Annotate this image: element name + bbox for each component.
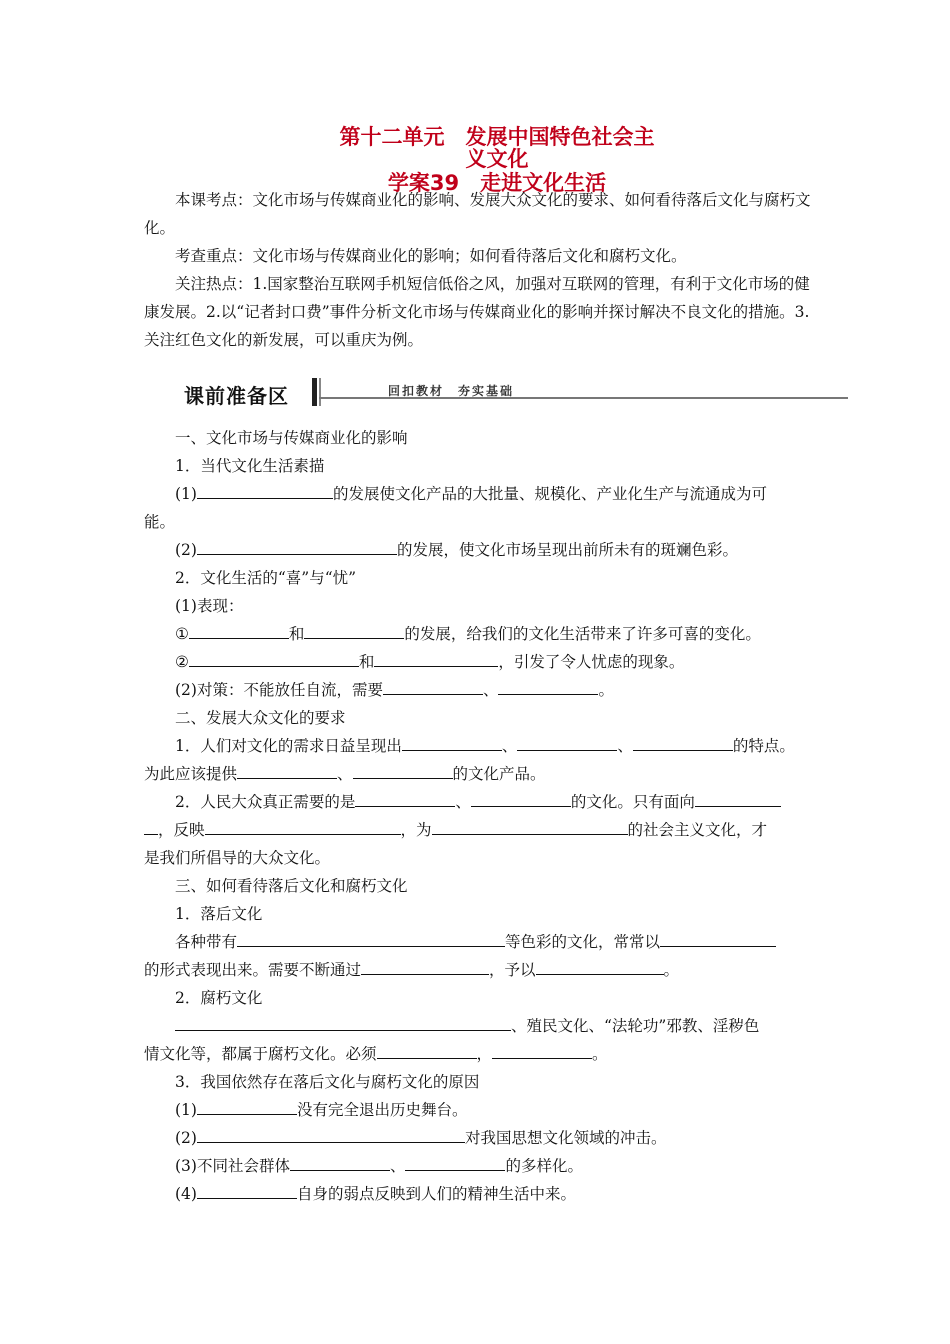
heading-s3: 三、如何看待落后文化和腐朽文化 — [175, 877, 408, 895]
section-divider — [312, 378, 317, 406]
fill-blank[interactable] — [304, 620, 404, 639]
text: 各种带有 — [175, 933, 238, 951]
section-header-bar — [176, 376, 848, 410]
text: 、 — [482, 681, 499, 699]
text: ② — [175, 653, 189, 671]
text: 的文化。只有面向 — [570, 793, 695, 811]
item-s3-3b — [144, 1124, 847, 1152]
text: 、 — [617, 737, 633, 755]
item-s1-2a1 — [144, 620, 847, 648]
intro-redian: 关注热点：1.国家整治互联网手机短信低俗之风，加强对互联网的管理，有利于文化市场的健康发展。2.以“记者封口费”事件分析文化市场与传媒商业化的影响并探讨解决不良文化的措施。3.关注红色文化的新发展，可以重庆为例。 — [144, 275, 810, 349]
fill-blank[interactable] — [197, 1096, 297, 1115]
intro-zhongdian: 考查重点：文化市场与传媒商业化的影响；如何看待落后文化和腐朽文化。 — [175, 247, 687, 265]
item-s3-3a — [144, 1096, 847, 1124]
fill-blank[interactable] — [189, 620, 289, 639]
fill-blank[interactable] — [353, 760, 453, 779]
fill-blank[interactable] — [660, 928, 776, 947]
item-s2-2 — [144, 788, 847, 816]
heading-s3-2: 2．腐朽文化 — [175, 989, 263, 1007]
item-s1-1b — [144, 536, 847, 564]
fill-blank[interactable] — [633, 732, 733, 751]
item-s3-2a — [144, 1012, 847, 1040]
fill-blank[interactable] — [695, 788, 781, 807]
fill-blank[interactable] — [374, 648, 498, 667]
fill-blank[interactable] — [144, 816, 158, 835]
heading-s1-1: 1．当代文化生活素描 — [175, 457, 325, 475]
page-title-line2: 义文化 — [465, 147, 529, 171]
heading-s3-3: 3．我国依然存在落后文化与腐朽文化的原因 — [175, 1073, 480, 1091]
text: 。 — [592, 1045, 608, 1063]
fill-blank[interactable] — [517, 732, 617, 751]
heading-s2: 二、发展大众文化的要求 — [175, 709, 346, 727]
item-s3-1b — [144, 956, 816, 984]
fill-blank[interactable] — [432, 816, 628, 835]
text: 的发展，给我们的文化生活带来了许多可喜的变化。 — [404, 625, 761, 643]
text: 没有完全退出历史舞台。 — [296, 1101, 468, 1119]
text: 、 — [455, 793, 471, 811]
text: 、殖民文化、“法轮功”邪教、淫秽色 — [511, 1017, 760, 1035]
fill-blank[interactable] — [402, 732, 502, 751]
text: 和 — [358, 653, 375, 671]
fill-blank[interactable] — [405, 1152, 505, 1171]
item-s1-1a — [144, 480, 847, 508]
text: (1) — [175, 485, 197, 503]
text: 2．人民大众真正需要的是 — [175, 793, 356, 811]
text: ，反映 — [158, 821, 205, 839]
item-s1-1a-cont: 能。 — [144, 513, 176, 531]
fill-blank[interactable] — [189, 648, 359, 667]
fill-blank[interactable] — [377, 1040, 477, 1059]
item-s3-2b — [144, 1040, 816, 1068]
page-title-line1: 第十二单元 发展中国特色社会主 — [339, 125, 655, 149]
fill-blank[interactable] — [237, 760, 337, 779]
text: 的文化产品。 — [452, 765, 546, 783]
text: (1) — [175, 1101, 197, 1119]
text: 的特点。 — [732, 737, 795, 755]
text: 的形式表现出来。需要不断通过 — [144, 961, 362, 979]
text: 的社会主义文化，才 — [627, 821, 768, 839]
section-label: 课前准备区 — [184, 384, 289, 408]
item-s2-2-cont — [144, 816, 816, 844]
fill-blank[interactable] — [498, 676, 598, 695]
text: 。 — [598, 681, 614, 699]
item-s2-2-end: 是我们所倡导的大众文化。 — [144, 849, 331, 867]
text: ，为 — [400, 821, 432, 839]
heading-s1-2: 2．文化生活的“喜”与“忧” — [175, 569, 357, 587]
text: 等色彩的文化，常常以 — [505, 933, 661, 951]
text: (2)对策：不能放任自流，需要 — [175, 681, 383, 699]
text: (2) — [175, 1129, 197, 1147]
item-s1-2a2 — [144, 648, 847, 676]
item-s3-3d — [144, 1180, 847, 1208]
text: 的发展，使文化市场呈现出前所未有的斑斓色彩。 — [396, 541, 738, 559]
item-s2-1 — [144, 732, 847, 760]
text: ，予以 — [489, 961, 536, 979]
fill-blank[interactable] — [361, 956, 489, 975]
item-s3-1a — [144, 928, 847, 956]
text: 对我国思想文化领域的冲击。 — [464, 1129, 667, 1147]
text: ， — [476, 1045, 493, 1063]
fill-blank[interactable] — [471, 788, 571, 807]
text: (4) — [175, 1185, 197, 1203]
fill-blank[interactable] — [197, 536, 397, 555]
item-s1-2a: (1)表现： — [175, 597, 244, 615]
fill-blank[interactable] — [536, 956, 664, 975]
text: 情文化等，都属于腐朽文化。必须 — [144, 1045, 377, 1063]
fill-blank[interactable] — [197, 1180, 297, 1199]
fill-blank[interactable] — [175, 1012, 511, 1031]
text: (3)不同社会群体 — [175, 1157, 290, 1175]
text: 、 — [501, 737, 518, 755]
lesson-title: 学案39 走进文化生活 — [387, 171, 607, 195]
fill-blank[interactable] — [205, 816, 401, 835]
text: 1．人们对文化的需求日益呈现出 — [175, 737, 402, 755]
fill-blank[interactable] — [290, 1152, 390, 1171]
fill-blank[interactable] — [197, 1124, 465, 1143]
text: 自身的弱点反映到人们的精神生活中来。 — [296, 1185, 576, 1203]
intro-kaodian: 本课考点：文化市场与传媒商业化的影响、发展大众文化的要求、如何看待落后文化与腐朽文化。 — [144, 191, 811, 237]
text: 、 — [389, 1157, 406, 1175]
text: 。 — [663, 961, 680, 979]
fill-blank[interactable] — [492, 1040, 592, 1059]
heading-s1: 一、文化市场与传媒商业化的影响 — [175, 429, 408, 447]
text: 、 — [337, 765, 353, 783]
text: ① — [175, 625, 189, 643]
text: 为此应该提供 — [144, 765, 238, 783]
section-subtitle: 回扣教材 夯实基础 — [388, 384, 515, 398]
text: 和 — [288, 625, 305, 643]
text: ，引发了令人忧虑的现象。 — [498, 653, 685, 671]
fill-blank[interactable] — [383, 676, 483, 695]
text: 的多样化。 — [505, 1157, 583, 1175]
text: 的发展使文化产品的大批量、规模化、产业化生产与流通成为可 — [332, 485, 767, 503]
item-s3-3c — [144, 1152, 847, 1180]
fill-blank[interactable] — [237, 928, 505, 947]
text: (2) — [175, 541, 197, 559]
section-divider-thin — [319, 378, 321, 406]
item-s1-2b — [144, 676, 847, 704]
fill-blank[interactable] — [355, 788, 455, 807]
item-s2-1-cont — [144, 760, 816, 788]
fill-blank[interactable] — [197, 480, 333, 499]
heading-s3-1: 1．落后文化 — [175, 905, 263, 923]
